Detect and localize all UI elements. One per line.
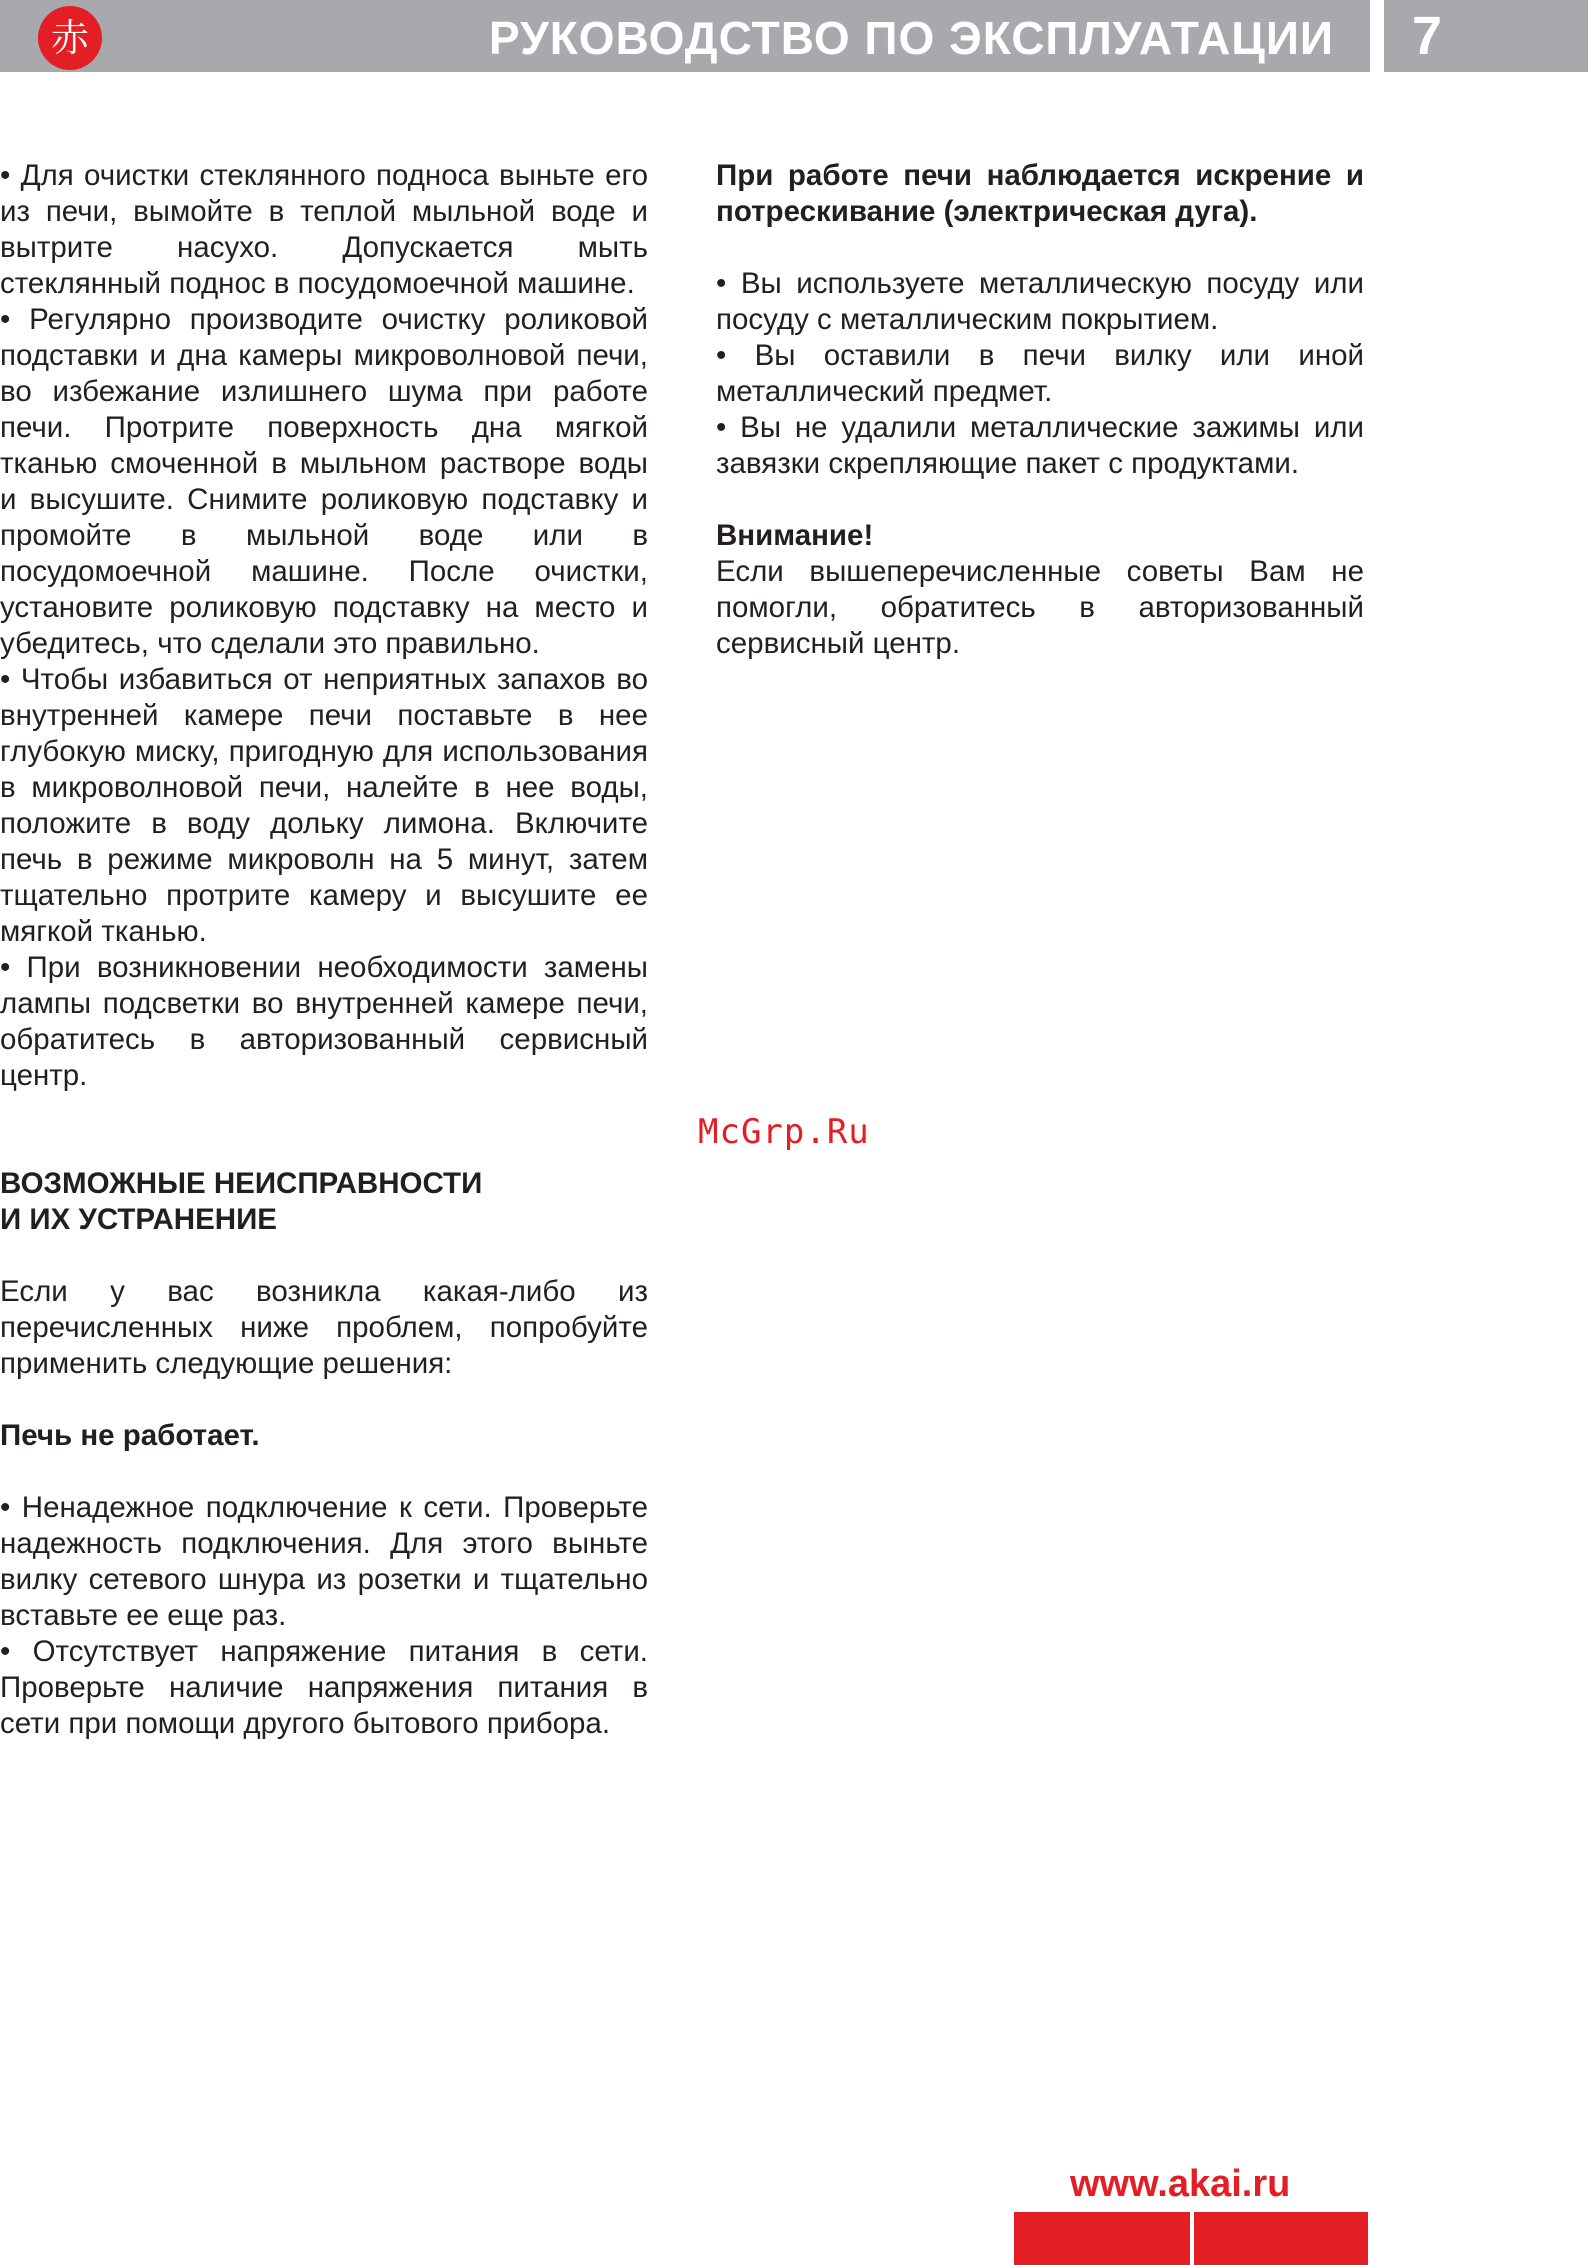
header-title: РУКОВОДСТВО ПО ЭКСПЛУАТАЦИИ [489, 12, 1334, 64]
header-bar [0, 0, 1370, 72]
page-number: 7 [1412, 6, 1443, 66]
paragraph-lamp: • При возникновении необходимости замены лампы подсветки во внутренней камере печи, обратитесь в авторизованный сервисный центр. [0, 951, 648, 1092]
footer-red-block-right [1194, 2212, 1368, 2265]
bullet-fork: • Вы оставили в печи вилку или иной металлический предмет. [716, 339, 1364, 408]
paragraph-voltage: • Отсутствует напряжение питания в сети. Проверьте наличие напряжения питания в сети при помощи другого бытового прибора. [0, 1635, 648, 1740]
bullet-metal-dishes: • Вы используете металлическую посуду или посуду с металлическим покрытием. [716, 267, 1364, 336]
page-number-box [1384, 0, 1588, 72]
akai-logo-icon [38, 6, 102, 70]
left-column [0, 158, 648, 1742]
right-column [716, 158, 1364, 662]
problem-title-sparking: При работе печи наблюдается искрение и потрескивание (электрическая дуга). [716, 159, 1364, 228]
footer-url-link[interactable]: www.akai.ru [1070, 2163, 1291, 2205]
section-title-line1: ВОЗМОЖНЫЕ НЕИСПРАВНОСТИ [0, 1167, 483, 1200]
attention-text: Если вышеперечисленные советы Вам не помогли, обратитесь в авторизованный сервисный центр. [716, 555, 1364, 660]
paragraph-roller-stand: • Регулярно производите очистку роликовой подставки и дна камеры микроволновой печи, во избежание излишнего шума при работе печи. Протрите поверхность дна мягкой тканью смоченной в мыльном растворе воды и высушите. Снимите роликовую подставку и промойте в мыльной воде или в посудомоечной машине. После очистки, установите роликовую подставку на место и убедитесь, что сделали это правильно. [0, 303, 648, 660]
problem-title-not-working: Печь не работает. [0, 1419, 260, 1452]
attention-title: Внимание! [716, 519, 874, 552]
section-title-line2: И ИХ УСТРАНЕНИЕ [0, 1203, 277, 1236]
footer-red-block-left [1014, 2212, 1190, 2265]
paragraph-connection: • Ненадежное подключение к сети. Проверьте надежность подключения. Для этого выньте вилку сетевого шнура из розетки и тщательно вставьте ее еще раз. [0, 1491, 648, 1632]
paragraph-odors: • Чтобы избавиться от неприятных запахов во внутренней камере печи поставьте в нее глубокую миску, пригодную для использования в микроволновой печи, налейте в нее воды, положите в воду дольку лимона. Включите печь в режиме микроволн на 5 минут, затем тщательно протрите камеру и высушите ее мягкой тканью. [0, 663, 648, 948]
watermark: McGrp.Ru [698, 1112, 870, 1152]
paragraph-glass-tray: • Для очистки стеклянного подноса выньте его из печи, вымойте в теплой мыльной воде и вытрите насухо. Допускается мыть стеклянный поднос в посудомоечной машине. [0, 159, 648, 300]
troubleshooting-intro: Если у вас возникла какая-либо из перечисленных ниже проблем, попробуйте применить следующие решения: [0, 1275, 648, 1380]
bullet-clips: • Вы не удалили металлические зажимы или завязки скрепляющие пакет с продуктами. [716, 411, 1364, 480]
logo-glyph: 赤 [50, 16, 89, 60]
